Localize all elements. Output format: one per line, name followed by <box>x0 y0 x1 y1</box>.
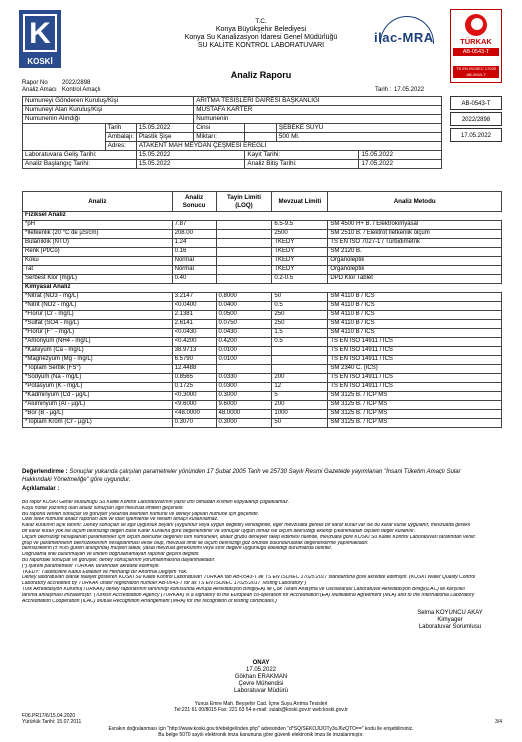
verify-link[interactable]: Evrakın doğrulanması için "http://www.koski.gov.tr/ebelge/index.php" adresinden "d*SQ/SEKOJIJOTy3oJ6zQTO==" kodu ile erişebilirsiniz. <box>108 726 414 732</box>
note-line: Deney laboratuvarı olarak faaliyet gösteren KOSKİ Su Kalite Kontrol Laboratuvarı TÜRKAK'tan AB-0543-T ile TS EN ISO/IEC 17025:2017 standardına göre akredite edilmiştir. (KOSKİ Water Quality Control <box>22 575 476 581</box>
side-code-box: AB-0543-T <box>450 96 502 110</box>
cell-analiz: *Kadminyum (Cd - µg/L) <box>23 392 173 401</box>
cell-sonuc: Normal <box>172 266 216 275</box>
table-row <box>23 275 502 284</box>
right-signature-title2: Laboratuvar Sorumlusu <box>418 624 482 630</box>
cell-metod: SM 3125 B. / ICP MS <box>328 410 502 419</box>
cell-loq <box>216 257 272 266</box>
cell-analiz: *pH <box>23 221 173 230</box>
cell-loq <box>216 365 272 374</box>
analiz-amaci: Kontrol Amaçlı <box>62 87 101 93</box>
note-line: Bu rapor KOSKİ Genel Müdürlüğü Su Kalite Kontrol Laboratuvarının yazılı izni olmadan kısmen kopyalanıp çoğaltılamaz. <box>22 500 290 505</box>
note-line: tanıma antlaşması imzalamıştır. (Turkish Accreditation Agency (TÜRKAK) is a signatory to the European co-operation for Accreditation (EA) Multilateral Agreement (MLA) and to the International Laboratory <box>22 592 475 598</box>
alan-label: Numuneyi Alan Kuruluş/Kişi <box>23 106 194 115</box>
turkak-emblem-icon <box>465 14 487 36</box>
gonderen-label: Numuneyi Gönderen Kuruluş/Kişi <box>23 97 194 106</box>
analysis-table <box>22 191 502 428</box>
table-row <box>23 257 502 266</box>
col-loq: Tayin Limiti (LOQ) <box>216 192 272 212</box>
cell-analiz: Serbest Klor (mg/L) <box>23 275 173 284</box>
col-mevzuat: Mevzuat Limiti <box>272 192 328 212</box>
table-row <box>23 230 502 239</box>
gelis-label: Laboratuvara Geliş Tarihi: <box>23 151 137 160</box>
evaluation-label: Değerlendirme : <box>22 469 68 475</box>
numune-tarih-label: Tarih <box>105 124 136 133</box>
col-metod: Analiz Metodu <box>328 192 502 212</box>
col-sonuc: Analiz Sonucu <box>172 192 216 212</box>
cell-loq: 0.0430 <box>216 329 272 338</box>
cell-loq: 0.0750 <box>216 320 272 329</box>
table-row <box>23 374 502 383</box>
cell-metod: SM 2510 B. / Elektrot İletkenlik ölçüm <box>328 230 502 239</box>
note-line: Doğrulama linki bulunmayan ve linkten doğrulanamayan raporlar geçerli değildir. <box>22 552 200 558</box>
cell-loq <box>216 275 272 284</box>
page-number: 3/4 <box>495 719 502 725</box>
report-title: Analiz Raporu <box>230 70 292 80</box>
cell-loq: 0.8000 <box>216 293 272 302</box>
section-title: Fiziksel Analiz <box>23 212 502 221</box>
tarih-label: Tarih : <box>375 87 392 93</box>
cell-mevzuat: 0.5 <box>272 302 328 311</box>
cell-metod: SM 3125 B. / ICP MS <box>328 401 502 410</box>
turkak-code: AB-0543-T <box>453 48 499 56</box>
gonderen: ARITMA TESİSLERİ DAİRESİ BAŞKANLIĞI <box>194 97 442 106</box>
form-code: F06.PR17/6/15.04.2020 <box>22 713 76 719</box>
note-line: Özel istek numune analiz raporları adli ve idari işlemlerde ve reklam amaçlı kullanılamaz. <box>22 517 219 523</box>
cell-mevzuat: 6.5-9.5 <box>272 221 328 230</box>
note-line: belirsizliklerin (± %95 güven aralığında) müşteri talebi, yasal mevzuat gereksinimi veya sınır değere uygunluğu etkilediği durumlarda belirtilir. <box>22 546 333 552</box>
cell-metod: TS EN ISO 14911 / ICS <box>328 374 502 383</box>
cell-loq: 0.0300 <box>216 383 272 392</box>
table-row <box>23 401 502 410</box>
onay-label: ONAY <box>252 660 270 666</box>
cell-metod: SM 4500 H+ B. / Elektrokimyasal <box>328 221 502 230</box>
rapor-no: 2022/2898 <box>62 80 91 86</box>
cell-analiz: Bulanıklık (NTU) <box>23 239 173 248</box>
section-row <box>23 284 502 293</box>
cell-sonuc: 0.1725 <box>172 383 216 392</box>
header-line2: Konya Su Kanalizasyon İdaresi Genel Müdürlüğü <box>184 34 338 41</box>
alan: MUSTAFA KARTER <box>194 106 442 115</box>
cell-metod: TS EN ISO 7027-1 / Türbidimetrik <box>328 239 502 248</box>
note-line: Koşu notlar yazılmış olan analiz sonuçları ilgili mevzuat limitleri geçerlidir. <box>22 505 184 511</box>
gelis: 15.05.2022 <box>136 151 244 160</box>
cell-metod: SM 3125 B. / ICP MS <box>328 392 502 401</box>
note-line: Bu rapordaki sonuçlar ve görüşler, deney sonuçlarının yorumlanmasına dayanmaktadır. <box>22 557 216 563</box>
turkak-tsn-code: AB-0543-T <box>466 72 486 77</box>
cell-metod: SM 4110 B / ICS <box>328 293 502 302</box>
cell-analiz: *Nitrit (NO2 - mg/L) <box>23 302 173 311</box>
alindigi-label: Numunenin Alındığı <box>23 115 194 124</box>
cell-analiz: *Amonyum (NH4 - mg/L) <box>23 338 173 347</box>
sample-info-table <box>22 96 442 169</box>
onay-date: 17.05.2022 <box>245 667 277 673</box>
turkak-logo <box>450 9 502 83</box>
table-row <box>23 329 502 338</box>
cell-loq <box>216 266 272 275</box>
cell-loq: 0.0100 <box>216 347 272 356</box>
cell-loq: 48.0000 <box>216 410 272 419</box>
cell-mevzuat: 200 <box>272 374 328 383</box>
koski-logo-text: KOSKİ <box>19 56 61 68</box>
table-row <box>23 419 502 428</box>
right-signature-name: Selma KOYUNCU AKAY <box>417 610 483 616</box>
analiz-amaci-label: Analiz Amacı <box>22 87 57 93</box>
cell-sonuc: 7.87 <box>172 221 216 230</box>
table-row <box>23 311 502 320</box>
cell-loq: 0.0100 <box>216 356 272 365</box>
notes-block <box>22 500 502 604</box>
cell-mevzuat: 0.5 <box>272 338 328 347</box>
cell-metod: DPD Klor Tablet <box>328 275 502 284</box>
cell-mevzuat <box>272 365 328 374</box>
cell-metod: Organoleptik <box>328 266 502 275</box>
cell-analiz: *İletkenlik (20 °C de µS/cm) <box>23 230 173 239</box>
cell-loq: 9.6000 <box>216 401 272 410</box>
cell-analiz: *Toplam Sertlik (FS°) <box>23 365 173 374</box>
header-line3: SU KALİTE KONTROL LABORATUVARI <box>197 42 325 49</box>
cell-sonuc: 1.24 <box>172 239 216 248</box>
note-line: Laboratory accredited by TÜRKAK under registration number AB-0543-T for as TS EN ISO/IEC 17025:2017 Testing Laboratory") <box>22 581 307 587</box>
cell-analiz: *Kalsiyum (Ca - mg/L) <box>23 347 173 356</box>
cell-sonuc: 12.4488 <box>172 365 216 374</box>
cell-loq: 0.3000 <box>216 392 272 401</box>
turkak-tsn-standard: TS EN ISO/IEC 17025 <box>456 66 496 71</box>
note-line: (*) işaretli parametreler TÜRKAK tarafından akredite edilmiştir. <box>22 563 160 569</box>
cell-loq: 0.0330 <box>216 374 272 383</box>
verify-note: Bu belge 5070 sayılı elektronik imza kanununa göre güvenli elektronik imza ile imzalanmıştır. <box>158 732 364 738</box>
cell-mevzuat: 5 <box>272 392 328 401</box>
cell-mevzuat: 0.2-0.5 <box>272 275 328 284</box>
ambalaji: Plastik Şişe <box>136 133 193 142</box>
cell-metod: TS EN ISO 14911 / ICS <box>328 383 502 392</box>
cell-mevzuat: 250 <box>272 320 328 329</box>
cell-mevzuat: 1000 <box>272 410 328 419</box>
cell-loq: 0.0500 <box>216 311 272 320</box>
note-line: Türk Akreditasyon Kurumu(TÜRKAK) deney raporlarının tanınırlığı konusunda Avrupa Akreditasyon Birliği(EA) ile Çok Taraflı Anlaşma ve Uluslararası Laboratuvar Akreditasyon Birliği(ILAC) ile karşılıklı <box>22 586 465 592</box>
note-line: bir karar kuralı yok ise ölçüm belirsizliği değeri Basit Karar Kuralına göre değerlendirilir ve sonuçlar uygun olmaz ise ölçüm belirsizliği eklenip çıkarılmadan ölçülen değer kullanılır. <box>22 528 416 534</box>
cell-mevzuat <box>272 347 328 356</box>
cell-sonuc: 38.9713 <box>172 347 216 356</box>
cell-sonuc: 0.40 <box>172 275 216 284</box>
ilac-mra-text: ilac-MRA <box>374 30 434 45</box>
table-row <box>23 338 502 347</box>
koski-logo: K <box>19 10 61 56</box>
kayit-label: Kayıt Tarihi: <box>245 151 359 160</box>
table-row <box>23 383 502 392</box>
table-row <box>23 221 502 230</box>
note-line: TKEDY: Tüketicilere Kabul Edilebilir ve Herhangi Bir Anormal Değişim Yok. <box>22 569 188 575</box>
cell-sonuc: <9.6000 <box>172 401 216 410</box>
yururluk: Yürürlük Tarihi: 15.07.2011 <box>22 719 82 725</box>
tarih: 17.05.2022 <box>394 87 425 93</box>
center-signature-title1: Çevre Mühendisi <box>238 681 284 687</box>
table-row <box>23 239 502 248</box>
header-line1: Konya Büyükşehir Belediyesi <box>215 26 307 33</box>
cell-metod: SM 2340 C. (ICS) <box>328 365 502 374</box>
cell-mevzuat: 1.5 <box>272 329 328 338</box>
cell-metod: SM 4110 B / ICS <box>328 302 502 311</box>
cell-analiz: *Sodyum (Na - mg/L) <box>23 374 173 383</box>
evaluation-text1: Sonuçlar yukarıda çalışılan parametreler yönünden 17 Şubat 2005 Tarih ve 25730 Sayılı Resmi Gazetede yayımlanan "İnsani Tüketim Amaçlı Sular <box>69 469 461 475</box>
cell-analiz: *Florür (Cr - mg/L) <box>23 311 173 320</box>
note-line: grup ve parametrelerin belirsizliklerinin hesaplanması eksik olup, mevzuat limiti ile ölçüm belirsizliği göz önünde bulundurularak değerlendirme yapılmaktadır. <box>22 540 369 546</box>
table-row <box>23 266 502 275</box>
cinsi: ŞEBEKE SUYU <box>276 124 441 133</box>
cell-sonuc: 2.1381 <box>172 311 216 320</box>
footer-address2: Tel:221 61 00/8015 Fax: 221 63 54 e-mail: sulab@koski.gov.tr web:koski.gov.tr <box>174 707 348 713</box>
note-line: Bu raporla verilen sonuçlar ve görüşler yukarıda belirtilen numune ve deneyi yapılan numune için geçerlidir. <box>22 511 260 517</box>
miktari: 500 Ml. <box>276 133 441 142</box>
cell-sonuc: 6.5790 <box>172 356 216 365</box>
cell-analiz: Koku <box>23 257 173 266</box>
rapor-no-label: Rapor No <box>22 80 48 86</box>
cell-analiz: Renk (Pt/Co) <box>23 248 173 257</box>
cell-metod: SM 3125 B. / ICP MS <box>328 419 502 428</box>
baslangic-label: Analiz Başlangıç Tarihi: <box>23 160 137 169</box>
ambalaji-label: Ambalajı: <box>105 133 136 142</box>
section-title: Kimyasal Analiz <box>23 284 502 293</box>
cell-analiz: *Sülfat (SO4 - mg/L) <box>23 320 173 329</box>
cell-mevzuat: 50 <box>272 419 328 428</box>
cell-sonuc: Normal <box>172 257 216 266</box>
cell-analiz: *Florür (F⁻ - mg/L) <box>23 329 173 338</box>
cell-sonuc: 0.3070 <box>172 419 216 428</box>
turkak-tsn <box>453 66 499 78</box>
cell-mevzuat: 2500 <box>272 230 328 239</box>
cell-metod: Organoleptik <box>328 257 502 266</box>
cell-sonuc: <0.0400 <box>172 302 216 311</box>
cell-sonuc: <0.0430 <box>172 329 216 338</box>
center-signature-title2: Laboratuvar Müdürü <box>233 688 289 694</box>
numunenin-label: Numunenin <box>194 115 442 124</box>
evaluation <box>22 469 502 476</box>
cell-sonuc: 208.00 <box>172 230 216 239</box>
cell-mevzuat: TKEDY <box>272 257 328 266</box>
note-line: Ölçüm belirsizliği hesaplanan parametreler için ölçüm belirsizlik değerleri tüm numuneler, analiz grubu deneyler talep edilmesi halinde, mevzuata göre KOSKİ Su Kalite Kontrol Laboratuvarı tarafından verilir. <box>22 534 477 540</box>
cell-sonuc: 2.6141 <box>172 320 216 329</box>
table-row <box>23 392 502 401</box>
cinsi-label: Cinsi <box>194 124 245 133</box>
cell-sonuc: <0.3000 <box>172 392 216 401</box>
cell-mevzuat: 50 <box>272 293 328 302</box>
side-date-box: 17.05.2022 <box>450 128 502 142</box>
cell-analiz: *Alüminyum (Al - µg/L) <box>23 401 173 410</box>
cell-sonuc: 3.2147 <box>172 293 216 302</box>
side-no-box: 2022/2898 <box>450 112 502 126</box>
col-analiz: Analiz <box>23 192 173 212</box>
cell-metod: TS EN ISO 14911 / ICS <box>328 338 502 347</box>
cell-sonuc: 0.16 <box>172 248 216 257</box>
adres-label: Adres: <box>105 142 136 151</box>
header-tc: T.C. <box>255 18 267 25</box>
right-signature-title1: Kimyager <box>437 617 463 623</box>
cell-metod: SM 4110 B / ICS <box>328 311 502 320</box>
aciklama-label: Açıklamalar : <box>22 486 60 492</box>
cell-loq <box>216 230 272 239</box>
cell-loq: 0.0400 <box>216 302 272 311</box>
adres: ATAKENT MAH MEYDAN ÇEŞMESİ EREĞLİ <box>136 142 441 151</box>
cell-loq <box>216 248 272 257</box>
cell-sonuc: 0.8565 <box>172 374 216 383</box>
cell-mevzuat: 12 <box>272 383 328 392</box>
cell-sonuc: <0.4200 <box>172 338 216 347</box>
cell-analiz: *Nitrat (NO3 - mg/L) <box>23 293 173 302</box>
cell-mevzuat: TKEDY <box>272 239 328 248</box>
evaluation-line2 <box>22 477 131 484</box>
cell-analiz: *Potasyum (K - mg/L) <box>23 383 173 392</box>
section-row <box>23 212 502 221</box>
cell-metod: TS EN ISO 14911 / ICS <box>328 356 502 365</box>
cell-metod: SM 4110 B / ICS <box>328 320 502 329</box>
cell-loq: 0.3000 <box>216 419 272 428</box>
bitis: 17.05.2022 <box>359 160 442 169</box>
turkak-name: TÜRKAK <box>460 37 492 46</box>
cell-loq <box>216 221 272 230</box>
kayit: 15.05.2022 <box>359 151 442 160</box>
cell-metod: SM 4110 B / ICS <box>328 329 502 338</box>
table-row <box>23 365 502 374</box>
table-row <box>23 347 502 356</box>
cell-loq <box>216 239 272 248</box>
miktari-label: Miktarı: <box>194 133 245 142</box>
table-row <box>23 293 502 302</box>
table-row <box>23 248 502 257</box>
center-signature-name: Gökhan ERAKMAN <box>234 674 288 680</box>
cell-metod: SM 2120 B. <box>328 248 502 257</box>
evaluation-text2: Hakkındaki Yönetmeliğe" göre uygundur. <box>22 477 131 483</box>
cell-mevzuat: 200 <box>272 401 328 410</box>
table-row <box>23 302 502 311</box>
table-row <box>23 356 502 365</box>
cell-mevzuat: 250 <box>272 311 328 320</box>
cell-analiz: *Bor (B - µg/L) <box>23 410 173 419</box>
baslangic: 15.05.2022 <box>136 160 244 169</box>
cell-analiz: Tat <box>23 266 173 275</box>
footer-address1: Yunus Emre Mah. Beyşehir Cad. İçme Suyu Arıtma Tesisleri <box>194 701 328 707</box>
cell-mevzuat <box>272 356 328 365</box>
cell-analiz: *Toplam Krom (Cr - µg/L) <box>23 419 173 428</box>
cell-analiz: *Magnezyum (Mg - mg/L) <box>23 356 173 365</box>
cell-loq: 0.4200 <box>216 338 272 347</box>
cell-mevzuat: TKEDY <box>272 248 328 257</box>
note-line: Accreditation Cooperation (ILAC) Mutual Recognition Arrangement (MRA) for the recognition of testing certificates.) <box>22 598 277 604</box>
cell-mevzuat: TKEDY <box>272 266 328 275</box>
cell-sonuc: <48.0000 <box>172 410 216 419</box>
table-row <box>23 320 502 329</box>
note-line: Karar kuralının açık tanımı: Deney sonuçları ile ilgili uygunluk beyanı (uygundur veya uygun değildir) verildiğinde, eğer mevzuatta gerekli bir karar kuralı var ise bu karar kuralı uygulanır, mevzuatta gerekli <box>22 523 470 529</box>
numune-tarih: 15.05.2022 <box>136 124 193 133</box>
cell-metod: TS EN ISO 14911 / ICS <box>328 347 502 356</box>
table-row <box>23 410 502 419</box>
bitis-label: Analiz Bitiş Tarihi: <box>245 160 359 169</box>
